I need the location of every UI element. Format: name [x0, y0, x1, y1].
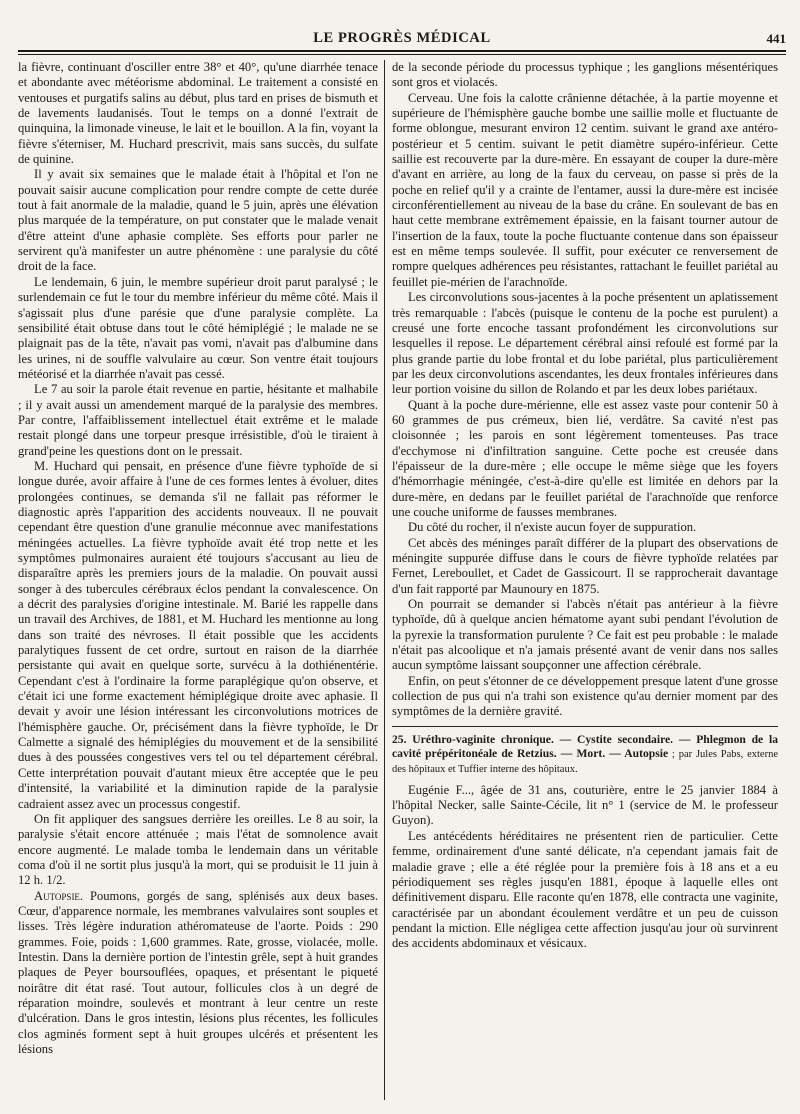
- autopsy-paragraph: [18, 889, 378, 1058]
- paragraph: Quant à la poche dure-mérienne, elle est assez vaste pour contenir 50 à 60 grammes de pus crémeux, bien lié, verdâtre. Sa cavité n'est pas cloisonnée ; les parois en sont légèrement tomenteuses. Pas trace d'ecchymose ni d'infiltration sanguine. Cette poche est creusée dans l'épaisseur de la dure-mère ; elle occupe le même siège que les foyers d'hémorrhagie méningée, c'est-à-dire qu'elle est limitée en dehors par la dure-mère, en dedans par le feuillet pariétal de l'arachnoïde que renforce une couche uniforme de fausses membranes.: [392, 397, 778, 519]
- paragraph: Il y avait six semaines que le malade était à l'hôpital et l'on ne pouvait saisir aucune complication pour rendre compte de cette durée tout à fait anormale de la maladie, quand le 5 juin, après une élévation plus marquée de la température, on put constater que le malade venait d'être atteint d'une aphasie complète. Ses efforts pour parler ne servirent qu'à manifester un autre phénomène : une paralysie du côté droit de la face.: [18, 167, 378, 274]
- column-divider: [384, 60, 385, 1100]
- autopsy-label: Autopsie.: [34, 888, 84, 903]
- paragraph: Les antécédents héréditaires ne présentent rien de particulier. Cette femme, ordinairement d'une santé délicate, n'a cependant jamais fait de maladie grave ; elle a été réglée pour la première fois à 18 ans et a eu périodiquement ses règles jusqu'en 1881, époque à laquelle elles ont définitivement disparu. Elle raconte qu'en 1878, elle contracta une vaginite, caractérisée par un abondant écoulement verdâtre et un peu de cuisson pendant la miction. Elle négligea cette affection jusqu'au jour où survinrent des accidents abdominaux et vésicaux.: [392, 828, 778, 951]
- page-number: 441: [766, 31, 786, 46]
- paragraph: la fièvre, continuant d'osciller entre 38° et 40°, qu'une diarrhée tenace et abondante avec météorisme abdominal. Le traitement a consisté en ventouses et purgatifs salins au début, plus tard en prises de bismuth et de lavements laudanisés. Tout le temps on a donné l'extrait de quinquina, la limonade vineuse, le lait et le bouillon. A la fin, voyant la fièvre s'éterniser, M. Huchard prescrivit, mais sans succès, du sulfate de quinine.: [18, 60, 378, 167]
- case-byline: ; par Jules Pabs, externe des hôpitaux et Tuffier interne des hôpitaux.: [392, 748, 778, 775]
- running-title: LE PROGRÈS MÉDICAL: [313, 30, 491, 46]
- left-column: [18, 60, 378, 1100]
- paragraph: de la seconde période du processus typhique ; les ganglions mésentériques sont gros et violacés.: [392, 60, 778, 90]
- running-header: [18, 30, 786, 50]
- paragraph: On pourrait se demander si l'abcès n'était pas antérieur à la fièvre typhoïde, dû à quelque ancien hématome ayant subi pendant l'évolution de la pyrexie la transformation purulente ? Ce fait est peu probable : le malade n'était pas alcoolique et n'a jamais présenté avant de venir dans nos salles aucun symptôme laissant soupçonner une affection cérébrale.: [392, 597, 778, 673]
- case-heading: [392, 726, 778, 777]
- header-rule: [18, 50, 786, 55]
- paragraph: Eugénie F..., âgée de 31 ans, couturière, entre le 25 janvier 1884 à l'hôpital Necker, salle Sainte-Cécile, lit n° 1 (service de M. le professeur Guyon).: [392, 782, 778, 828]
- paragraph: Les circonvolutions sous-jacentes à la poche présentent un aplatissement très remarquable : l'abcès (puisque le contenu de la poche est purulent) a creusé une forte encoche tassant profondément les circonvolutions sur lesquelles il repose. Le département cérébral ainsi refoulé est formé par la plus grande partie du lobe frontal et du lobe pariétal, plus particulièrement par les deux circonvolutions ascendantes, les deux frontales inférieures dans leur portion voisine du sillon de Rolando et par les deux lobes pariétaux.: [392, 290, 778, 397]
- paragraph: Le lendemain, 6 juin, le membre supérieur droit parut paralysé ; le surlendemain ce fut le tour du membre inférieur du même côté. Mais il s'agissait plus d'une parésie que d'une paralysie complète. La sensibilité était obtuse dans tout le côté hémiplégié ; le malade ne se plaignait pas de la tête, n'avait pas vomi, n'avait pas d'albumine dans les urines, ni de souffle valvulaire au cœur. Son ventre était toujours météorisé et la diarrhée n'avait pas cessé.: [18, 274, 378, 381]
- autopsy-text: Poumons, gorgés de sang, splénisés aux deux bases. Cœur, d'apparence normale, les membranes valvulaires sont souples et lisses. Très légère induration athéromateuse de l'aorte. Poids : 290 grammes. Foie, poids : 1,600 grammes. Rate, grosse, violacée, molle. Intestin. Dans la dernière portion de l'intestin grêle, sept à huit grandes plaques de Peyer boursouflées, opaques, et présentant le piqueté noirâtre dit état rasé. Tout autour, follicules clos à un degré de réparation moindre, soulevés et montrant à leur centre un reste d'ulcération. Dans le gros intestin, lésions plus récentes, les follicules clos agminés forment sept à huit groupes ulcérés et présentent les lésions: [18, 888, 378, 1056]
- right-column: [392, 60, 778, 1100]
- paragraph: On fit appliquer des sangsues derrière les oreilles. Le 8 au soir, la paralysie s'était encore atténuée ; mais l'état de somnolence avait encore augmenté. Le malade tomba le lendemain dans un véritable coma d'où il ne sortit plus jusqu'à la mort, qui se produisit le 11 juin à 12 h. 1/2.: [18, 811, 378, 888]
- paragraph: Le 7 au soir la parole était revenue en partie, hésitante et malhabile ; il y avait aussi un amendement marqué de la paralysie des membres. Par contre, l'affaiblissement intellectuel était extrême et le malade restait plongé dans une torpeur presque irrésistible, d'où le tiraient à grand'peine les questions dont on le pressait.: [18, 382, 378, 458]
- paragraph: Enfin, on peut s'étonner de ce développement presque latent d'une grosse collection de pus qui n'a trahi son existence qu'au dernier moment par des symptômes de la dernière gravité.: [392, 673, 778, 719]
- paragraph: Cet abcès des méninges paraît différer de la plupart des observations de méningite suppurée diffuse dans le cours de fièvre typhoïde relatées par Fernet, Lereboullet, et Cadet de Gassicourt. Il se rapprocherait davantage d'un fait rapporté par Maunoury en 1875.: [392, 535, 778, 596]
- paragraph: M. Huchard qui pensait, en présence d'une fièvre typhoïde de si longue durée, avoir affaire à l'une de ces formes lentes à évoluer, dites prolongées continues, se demanda s'il ne fallait pas réformer le diagnostic après l'apparition des accidents nouveaux. Il ne pouvait cependant être question d'une granulie méconnue avec manifestations méningées actuelles. La fièvre typhoïde avait été trop nette et les symptômes pulmonaires auraient été toujours s'accusant au lieu de disparaître après les premiers jours de la maladie. On pouvait aussi songer à des tubercules cérébraux éclos pendant la convalescence. On a décrit des paralysies d'origine intestinale. M. Barié les rappelle dans un travail des Archives, de 1881, et M. Huchard les mentionne au long dans son traité des névroses. Il était possible que les accidents paralytiques fussent de cet ordre, surtout en raison de la diarrhée persistante qui avait en quelque sorte, survécu à la dothiénentérie. Cependant c'est à l'ordinaire la forme paraplégique qu'on observe, et c'était ici une forme exactement hémiplégique droite avec aphasie. Il devait y avoir une lésion intéressant les circonvolutions motrices de l'hémisphère gauche. Or, précisément dans la fièvre typhoïde, le Dr Calmette a signalé des hémiplégies du mouvement et de la sensibilité dues à des poussées congestives vers tel ou tel département cérébral. Cette interprétation pouvait d'autant mieux être acceptée que le peu d'intensité, la variabilité et la diminution rapide de la paralysie cadraient assez avec un processus congestif.: [18, 458, 378, 811]
- paragraph: Cerveau. Une fois la calotte crânienne détachée, à la partie moyenne et supérieure de l'hémisphère gauche bombe une saillie molle et fluctuante de forme oblongue, mesurant environ 12 centim. suivant le grand axe antéro-postérieur et 5 centim. suivant le petit diamètre supéro-inférieur. Cette saillie est recouverte par la dure-mère. En essayant de couper la dure-mère d'avant en arrière, au long de la faux du cerveau, on passe si près de la poche en relief qu'il y a crainte de l'entamer, aussi la dure-mère est incisée circonférentiellement au niveau de la base du crâne. En soulevant de bas en haut cette membrane extrêmement épaissie, en la faisant tourner autour de l'insertion de la faux, toute la poche fluctuante contenue dans son épaisseur est en même temps soulevée. Il suffit, pour exécuter ce renversement de rompre quelques adhérences peu résistantes, rattachant le feuillet pariétal au feuillet pie-mérien de l'arachnoïde.: [392, 90, 778, 289]
- paragraph: Du côté du rocher, il n'existe aucun foyer de suppuration.: [408, 520, 697, 535]
- case-title: 25. Uréthro-vaginite chronique. — Cystite secondaire. — Phlegmon de la cavité prépéritonéale de Retzius. — Mort. — Autopsie: [392, 732, 778, 760]
